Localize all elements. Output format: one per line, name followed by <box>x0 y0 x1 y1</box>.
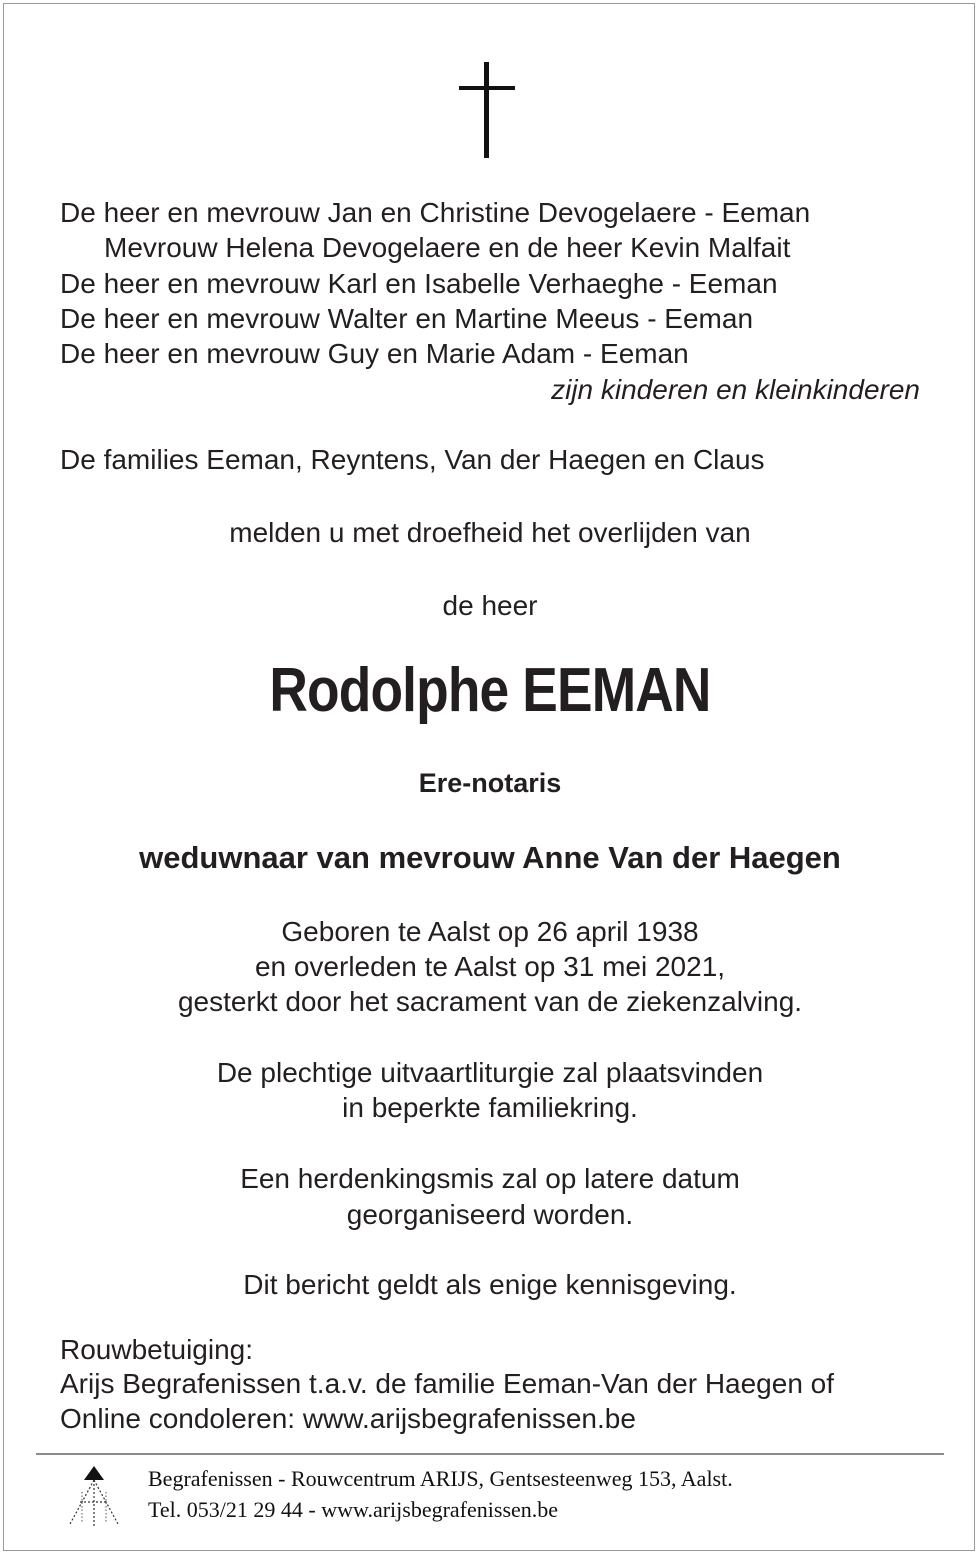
liturgy-line-2: in beperkte familiekring. <box>342 1092 638 1123</box>
notice-line: Dit bericht geldt als enige kennisgeving. <box>243 1269 737 1300</box>
profession: Ere-notaris <box>418 768 562 798</box>
mass-line-2: georganiseerd worden. <box>346 1199 634 1230</box>
cross-icon <box>459 62 517 160</box>
title-line: de heer <box>442 590 538 621</box>
family-line-3: De heer en mevrouw Karl en Isabelle Verhaeghe - Eeman <box>60 268 778 299</box>
children-caption: zijn kinderen en kleinkinderen <box>551 374 920 405</box>
condolence-line-2: Online condoleren: www.arijsbegrafenissen.be <box>60 1403 636 1434</box>
condolence-line-1: Arijs Begrafenissen t.a.v. de familie Eeman-Van der Haegen of <box>60 1368 835 1399</box>
funeral-home-logo-icon <box>62 1462 126 1528</box>
birth-line-1: Geboren te Aalst op 26 april 1938 <box>281 916 699 947</box>
family-line-1: De heer en mevrouw Jan en Christine Devogelaere - Eeman <box>60 197 811 228</box>
footer-divider <box>36 1453 944 1455</box>
announce-line: melden u met droefheid het overlijden van <box>229 517 751 548</box>
birth-line-2: en overleden te Aalst op 31 mei 2021, <box>254 951 726 982</box>
birth-line-3: gesterkt door het sacrament van de ziekenzalving. <box>177 986 803 1017</box>
footer-address: Begrafenissen - Rouwcentrum ARIJS, Gentsesteenweg 153, Aalst. <box>148 1466 733 1491</box>
mass-line-1: Een herdenkingsmis zal op latere datum <box>240 1163 740 1194</box>
family-line-2: Mevrouw Helena Devogelaere en de heer Kevin Malfait <box>104 232 791 263</box>
deceased-name: Rodolphe EEMAN <box>269 656 711 725</box>
family-line-4: De heer en mevrouw Walter en Martine Meeus - Eeman <box>60 303 754 334</box>
condolence-heading: Rouwbetuiging: <box>60 1334 254 1365</box>
footer-contact: Tel. 053/21 29 44 - www.arijsbegrafenissen.be <box>148 1497 559 1522</box>
liturgy-line-1: De plechtige uitvaartliturgie zal plaatsvinden <box>216 1057 764 1088</box>
widower-line: weduwnaar van mevrouw Anne Van der Haegen <box>139 840 841 875</box>
families-line: De families Eeman, Reyntens, Van der Haegen en Claus <box>60 444 765 475</box>
family-line-5: De heer en mevrouw Guy en Marie Adam - Eeman <box>60 338 689 369</box>
